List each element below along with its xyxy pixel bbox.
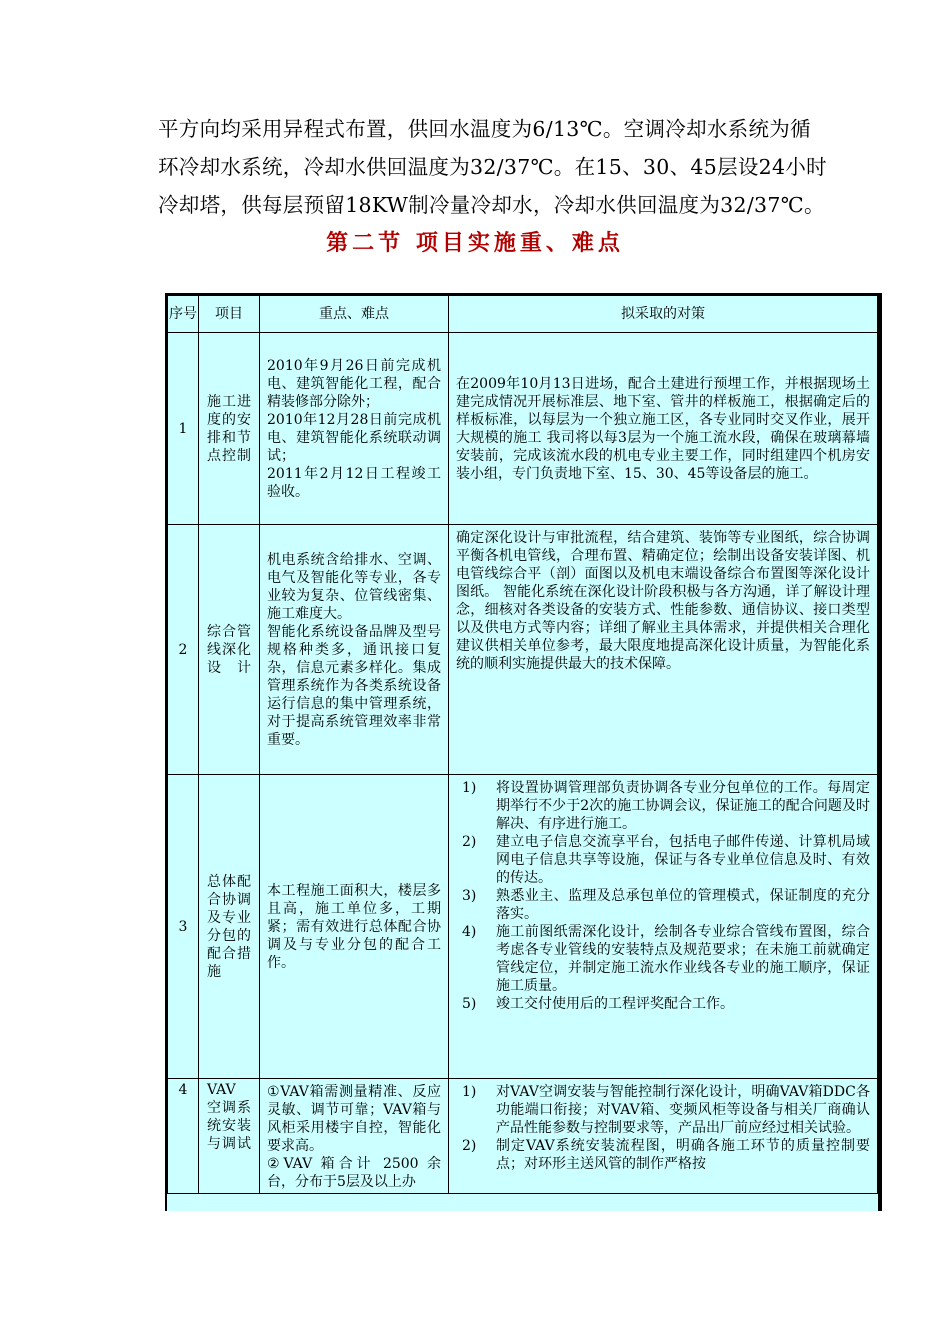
list-number: 2) [462,1138,477,1154]
header-measure: 拟采取的对策 [449,296,878,333]
row-number: 1 [168,333,199,525]
row-difficulty [260,525,449,775]
section-title: 第二节 项目实施重、难点 [326,230,624,256]
list-number: 2) [462,834,477,850]
difficulty-text: 2010年12月28日前完成机电、建筑智能化系统联动调试； [267,411,441,464]
list-item [456,1083,870,1137]
list-text: 将设置协调管理部负责协调各专业分包单位的工作。每周定期举行不少于2次的施工协调会议，保证施工的配合问题及时解决、有序进行施工。 [496,780,870,832]
list-text: 熟悉业主、监理及总承包单位的管理模式，保证制度的充分落实。 [496,888,870,922]
list-text: 施工前图纸需深化设计，绘制各专业综合管线布置图，综合考虑各专业管线的安装特点及规范要求；在未施工前就确定管线定位，并制定施工流水作业线各专业的施工顺序，保证施工质量。 [496,924,870,994]
row-number: 2 [168,525,199,775]
list-item [456,779,870,833]
row-difficulty [260,1079,449,1194]
row-measure: 确定深化设计与审批流程，结合建筑、装饰等专业图纸，综合协调平衡各机电管线，合理布置、精确定位；绘制出设备安装详图、机电管线综合平（剖）面图以及机电末端设备综合布置图等深化设计图纸。 智能化系统在深化设计阶段积极与各方沟通，详了解设计理念，细核对各类设备的安装方式、性能参数、通信协议、接口类型以及供电方式等内容；详细了解业主具体需求，并提供相关合理化建议供相关单位参考，最大限度地提高深化设计质量，为智能化系统的顺利实施提供最大的技术保障。 [449,525,878,775]
list-number: 1) [462,780,477,796]
row-difficulty [260,333,449,525]
difficulty-text: 2011年2月12日工程竣工验收。 [267,465,441,500]
list-number: 5) [462,996,477,1012]
row-item: 总体配合协调及专业分包的配合措施 [199,775,260,1079]
difficulty-table [165,293,880,1211]
list-text: 对VAV空调安装与智能控制行深化设计，明确VAV箱DDC各功能端口衔接；对VAV箱、变频风柜等设备与相关厂商确认产品性能参数与控制要求等，产品出厂前应经过相关试验。 [496,1084,870,1136]
difficulty-text: 机电系统含给排水、空调、电气及智能化等专业，各专业较为复杂、位管线密集、施工难度大。 [267,551,441,622]
row-item: 综合管线深化设计 [199,525,260,775]
list-text: 建立电子信息交流享平台，包括电子邮件传递、计算机局域网电子信息共享等设施，保证与各专业单位信息及时、有效的传达。 [496,834,870,886]
list-item [456,833,870,887]
list-item [456,995,870,1013]
difficulty-text: 智能化系统设备品牌及型号规格种类多，通讯接口复杂，信息元素多样化。集成管理系统作为各类系统设备运行信息的集中管理系统，对于提高系统管理效率非常重要。 [267,623,441,748]
row-measure: 在2009年10月13日进场，配合土建进行预埋工作，并根据现场土建完成情况开展标准层、地下室、管井的样板施工，根据确定后的样板标准，以每层为一个独立施工区，各专业同时交叉作业，展开大规模的施工 我司将以每3层为一个施工流水段，确保在玻璃幕墙安装前，完成该流水段的机电专业主要工作，同时组建四个机房安装小组，专门负责地下室、15、30、45等设备层的施工。 [449,333,878,525]
difficulty-text: 2010年9月26日前完成机电、建筑智能化工程，配合精装修部分除外； [267,357,441,410]
header-difficulty: 重点、难点 [260,296,449,333]
row-item: VAV 空调系统安装与调试 [199,1079,260,1194]
table-row [168,525,878,775]
table-row [168,333,878,525]
intro-paragraph [158,110,870,224]
list-item [456,1137,870,1173]
list-item [456,887,870,923]
row-measure [449,1079,878,1194]
header-item: 项目 [199,296,260,333]
intro-line: 冷却塔，供每层预留18KW制冷量冷却水，冷却水供回温度为32/37℃。 [158,193,825,217]
measure-list [456,779,870,1013]
table-row [168,1079,878,1194]
table-row [168,775,878,1079]
list-number: 4) [462,924,477,940]
intro-line: 平方向均采用异程式布置，供回水温度为6/13℃。空调冷却水系统为循 [158,117,811,141]
row-difficulty: 本工程施工面积大，楼层多且高，施工单位多，工期紧；需有效进行总体配合协调及与专业分包的配合工作。 [260,775,449,1079]
row-number: 3 [168,775,199,1079]
list-number: 1) [462,1084,477,1100]
measure-list [456,1083,870,1173]
difficulty-text: ②VAV 箱合计 2500 余台，分布于5层及以上办 [267,1156,441,1190]
header-no: 序号 [168,296,199,333]
row-number: 4 [168,1079,199,1194]
list-text: 制定VAV系统安装流程图，明确各施工环节的质量控制要点；对环形主送风管的制作严格按 [496,1138,870,1172]
list-item [456,923,870,995]
difficulty-text: ①VAV箱需测量精准、反应灵敏、调节可靠；VAV箱与风柜采用楼宇自控，智能化要求高。 [267,1084,441,1154]
list-text: 竣工交付使用后的工程评奖配合工作。 [496,996,734,1012]
row-measure [449,775,878,1079]
row-item: 施工进度的安排和节点控制 [199,333,260,525]
table-header-row [168,296,878,333]
list-number: 3) [462,888,477,904]
intro-line: 环冷却水系统，冷却水供回温度为32/37℃。在15、30、45层设24小时 [158,155,827,179]
